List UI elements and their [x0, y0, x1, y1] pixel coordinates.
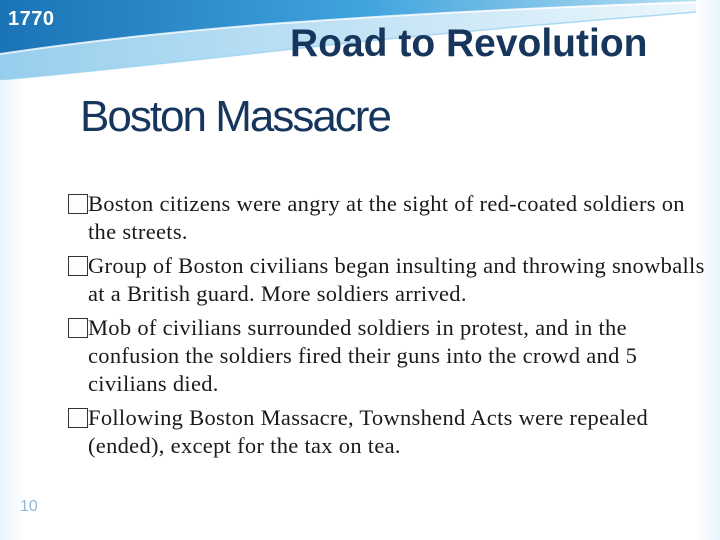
- bullet-item: [68, 314, 713, 398]
- bullet-item: [68, 190, 713, 246]
- bullet-marker-icon: [68, 194, 88, 214]
- bullet-text: Mob of civilians surrounded soldiers in protest, and in the confusion the soldiers fired their guns into the crowd and 5 civilians died.: [88, 315, 638, 396]
- bullet-text: Group of Boston civilians began insulting and throwing snowballs at a British guard. More soldiers arrived.: [88, 253, 705, 306]
- bullet-text: Following Boston Massacre, Townshend Acts were repealed (ended), except for the tax on tea.: [88, 405, 649, 458]
- bullet-marker-icon: [68, 318, 88, 338]
- bullet-item: [68, 252, 713, 308]
- slide-title: Road to Revolution: [290, 22, 648, 65]
- bullet-marker-icon: [68, 256, 88, 276]
- year-label: 1770: [8, 8, 55, 30]
- page-number: 10: [20, 498, 38, 515]
- bullet-item: [68, 404, 713, 460]
- bullet-text: Boston citizens were angry at the sight of red-coated soldiers on the streets.: [88, 191, 685, 244]
- bullet-marker-icon: [68, 408, 88, 428]
- bullet-list: [68, 190, 713, 466]
- slide-subtitle: Boston Massacre: [80, 92, 390, 141]
